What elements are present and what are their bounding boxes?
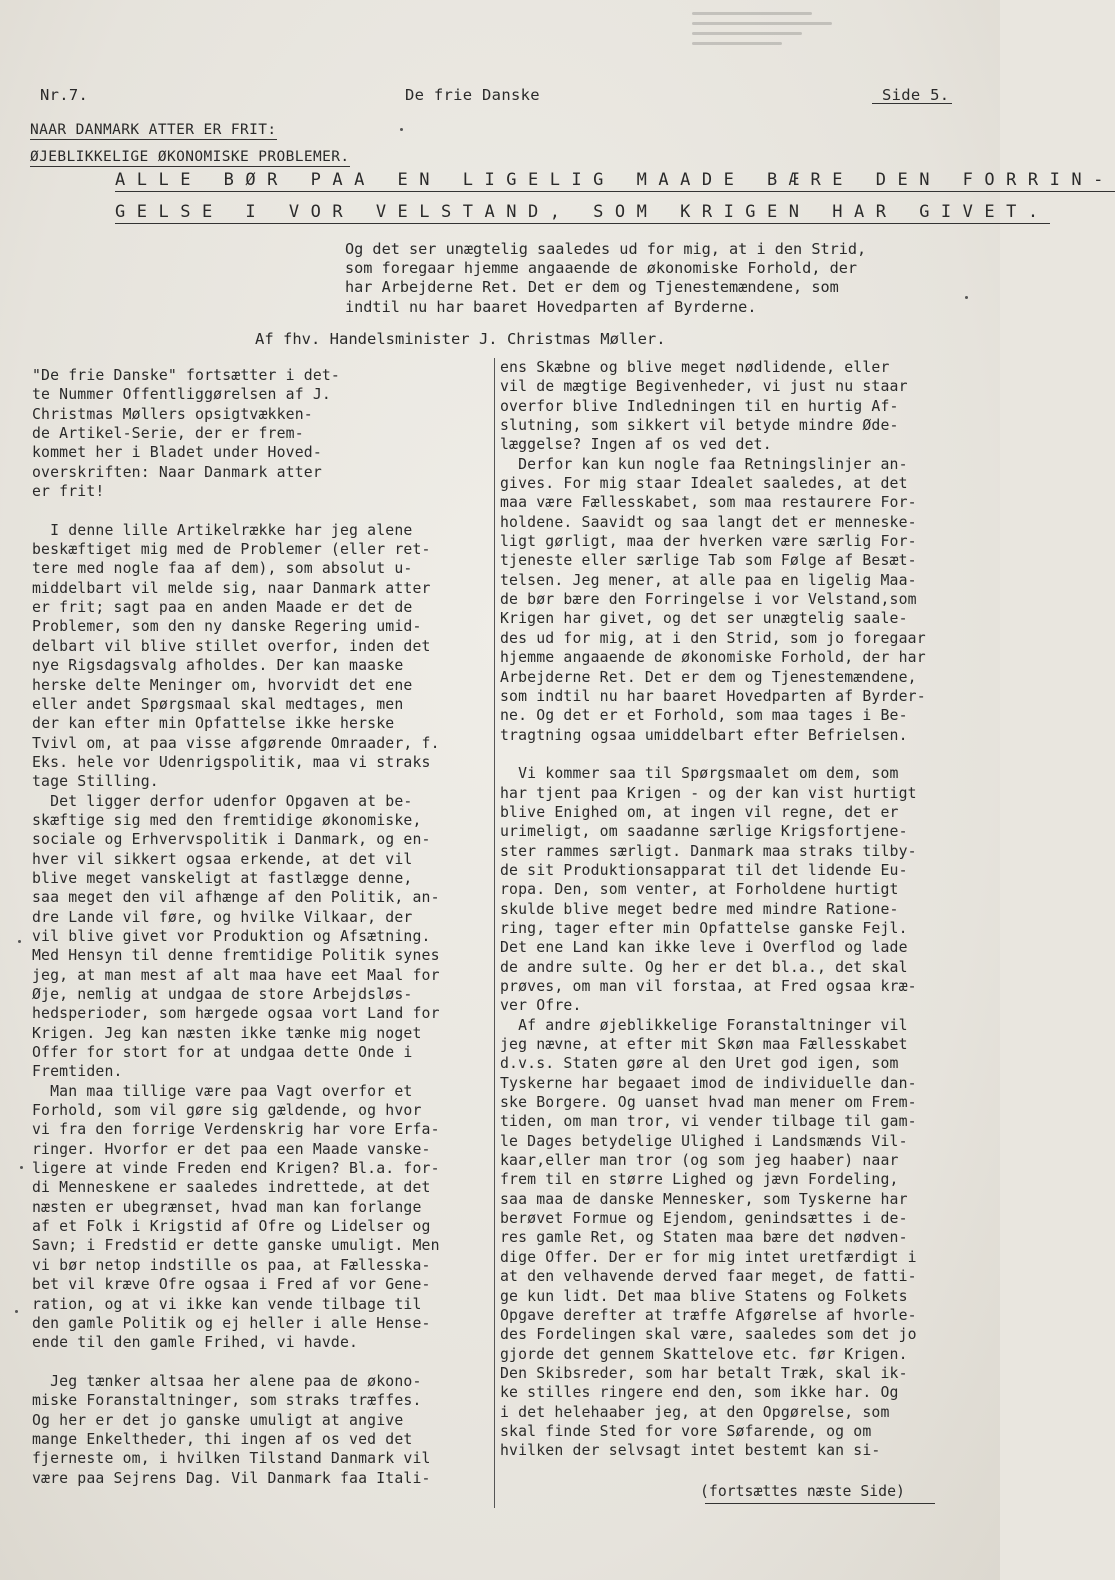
article-column-left: "De frie Danske" fortsætter i det- te Nummer Offentliggørelsen af J. Christmas Møllers opsigtvækken- de Artikel-Serie, der er frem- kommet her i Bladet under Hoved- overskriften: Naar Danmark atter er frit! I denne lille Artikelrække har jeg alene beskæftiget mig med de Problemer (eller ret- tere med nogle faa af dem), som absolut u- middelbart vil melde sig, naar Danmark atter er frit; sagt paa en anden Maade er det de Problemer, som den ny danske Regering umid- delbart vil blive stillet overfor, inden det nye Rigsdagsvalg afholdes. Der kan maaske herske delte Meninger om, hvorvidt det ene eller andet Spørgsmaal skal medtages, men der kan efter min Opfattelse ikke herske Tvivl om, at paa visse afgørende Omraader, f. Eks. hele vor Udenrigspolitik, maa vi straks tage Stilling. Det ligger derfor udenfor Opgaven at be- skæftige sig med den fremtidige økonomiske, sociale og Erhvervspolitik i Danmark, og en- hver vil sikkert ogsaa erkende, at det vil blive meget vanskeligt at fastlægge denne, saa meget den vil afhænge af den Politik, an- dre Lande vil føre, og hvilke Vilkaar, der vil blive givet vor Produktion og Afsætning. Med Hensyn til denne fremtidige Politik synes jeg, at man mest af alt maa have eet Maal for Øje, nemlig at undgaa de store Arbejdsløs- hedsperioder, som hærgede ogsaa vort Land for Krigen. Jeg kan næsten ikke tænke mig noget Offer for stort for at undgaa dette Onde i Fremtiden. Man maa tillige være paa Vagt overfor et Forhold, som vil gøre sig gældende, og hvor vi fra den forrige Verdenskrig har vore Erfa- ringer. Hvorfor er det paa een Maade vanske- ligere at vinde Freden end Krigen? Bl.a. for- di Menneskene er saaledes indrettede, at det næsten er ubegrænset, hvad man kan forlange af et Folk i Krigstid af Ofre og Lidelser og Savn; i Fredstid er dette ganske umuligt. Men vi bør netop indstille os paa, at Fællesska- bet vil kræve Ofre ogsaa i Fred af vor Gene- ration, og at vi ikke kan vende tilbage til den gamle Politik og ej heller i alle Hense- ende til den gamle Frihed, vi havde. Jeg tænker altsaa her alene paa de økono- miske Foranstaltninger, som straks træffes. Og her er det jo ganske umuligt at angive mange Enkeltheder, thi ingen af os ved det fjerneste om, i hvilken Tilstand Danmark vil være paa Sejrens Dag. Vil Danmark faa Itali- [32,367,440,1487]
ink-speck [15,1310,18,1313]
page-number: Side 5. [882,86,950,104]
main-heading-text: NAAR DANMARK ATTER ER FRIT: [30,122,277,138]
main-heading [30,122,277,138]
ink-speck [20,1166,23,1169]
byline: Af fhv. Handelsminister J. Christmas Møller. [255,330,666,348]
column-divider [494,358,495,1508]
subtitle-line-1: ALLE BØR PAA EN LIGELIG MAADE BÆRE DEN FORRIN- [115,170,1115,190]
ink-speck [18,940,21,943]
issue-number: Nr.7. [40,86,89,104]
subtitle-line-2: GELSE I VOR VELSTAND, SOM KRIGEN HAR GIVET. [115,202,1050,222]
ink-speck [965,296,968,299]
intro-quote: Og det ser unægtelig saaledes ud for mig, at i den Strid, som foregaar hjemme angaaende de økonomiske Forhold, der har Arbejderne Ret. Det er dem og Tjenestemændene, som indtil nu har baaret Hovedparten af Byrderne. [345,240,867,316]
page-number-underline [872,103,952,104]
sub-heading [30,149,350,165]
ink-speck [400,128,403,131]
continued-underline [705,1503,935,1504]
continued-note: (fortsættes næste Side) [700,1483,905,1500]
paper-name: De frie Danske [405,86,540,104]
article-column-right: ens Skæbne og blive meget nødlidende, eller vil de mægtige Begivenheder, vi just nu staar overfor blive Indledningen til en hurtig Af- slutning, som sikkert vil betyde mindre Øde- læggelse? Ingen af os ved det. Derfor kan kun nogle faa Retningslinjer an- gives. For mig staar Idealet saaledes, at det maa være Fællesskabet, som maa restaurere For- holdene. Saavidt og saa langt det er menneske- ligt gørligt, maa der hverken være særlig For- tjeneste eller særlige Tab som Følge af Besæt- telsen. Jeg mener, at alle paa en ligelig Maa- de bør bære den Forringelse i vor Velstand,som Krigen har givet, og det ser unægtelig saale- des ud for mig, at i den Strid, som jo foregaar hjemme angaaende de økonomiske Forhold, der har Arbejderne Ret. Det er dem og Tjenestemændene, som indtil nu har baaret Hovedparten af Byrder- ne. Og det er et Forhold, som maa tages i Be- tragtning ogsaa umiddelbart efter Befrielsen. Vi kommer saa til Spørgsmaalet om dem, som har tjent paa Krigen - og der kan vist hurtigt blive Enighed om, at ingen vil regne, det er urimeligt, om saadanne særlige Krigsfortjene- ster rammes særligt. Danmark maa straks tilby- de sit Produktionsapparat til det lidende Eu- ropa. Den, som venter, at Forholdene hurtigt skulde blive meget bedre med mindre Ratione- ring, tager efter min Opfattelse ganske Fejl. Det ene Land kan ikke leve i Overflod og lade de andre sulte. Og her er det bl.a., det skal prøves, om man vil forstaa, at Fred ogsaa kræ- ver Ofre. Af andre øjeblikkelige Foranstaltninger vil jeg nævne, at efter mit Skøn maa Fællesskabet d.v.s. Staten gøre al den Uret god igen, som Tyskerne har begaaet imod de individuelle dan- ske Borgere. Og uanset hvad man mener om Frem- tiden, om man tror, vi vender tilbage til gam- le Dages betydelige Ulighed i Landsmænds Vil- kaar,eller man tror (og som jeg haaber) naar frem til en større Lighed og jævn Fordeling, saa maa de danske Mennesker, som Tyskerne har berøvet Formue og Ejendom, genindsættes i de- res gamle Ret, og Staten maa bære det nødven- dige Offer. Der er for mig intet uretfærdigt i at den velhavende derved faar meget, de fatti- ge kun lidt. Det maa blive Statens og Folkets Opgave derefter at træffe Afgørelse af hvorle- des Fordelingen skal være, saaledes som det jo gjorde det gennem Skattelove etc. før Krigen. Den Skibsreder, som har betalt Træk, skal ik- ke stilles ringere end den, som ikke har. Og i det helehaaber jeg, at den Opgørelse, som skal finde Sted for vore Søfarende, og om hvilken der selvsagt intet bestemt kan si- [500,359,926,1460]
faded-stamp [692,5,842,75]
sub-heading-text: ØJEBLIKKELIGE ØKONOMISKE PROBLEMER. [30,149,350,165]
